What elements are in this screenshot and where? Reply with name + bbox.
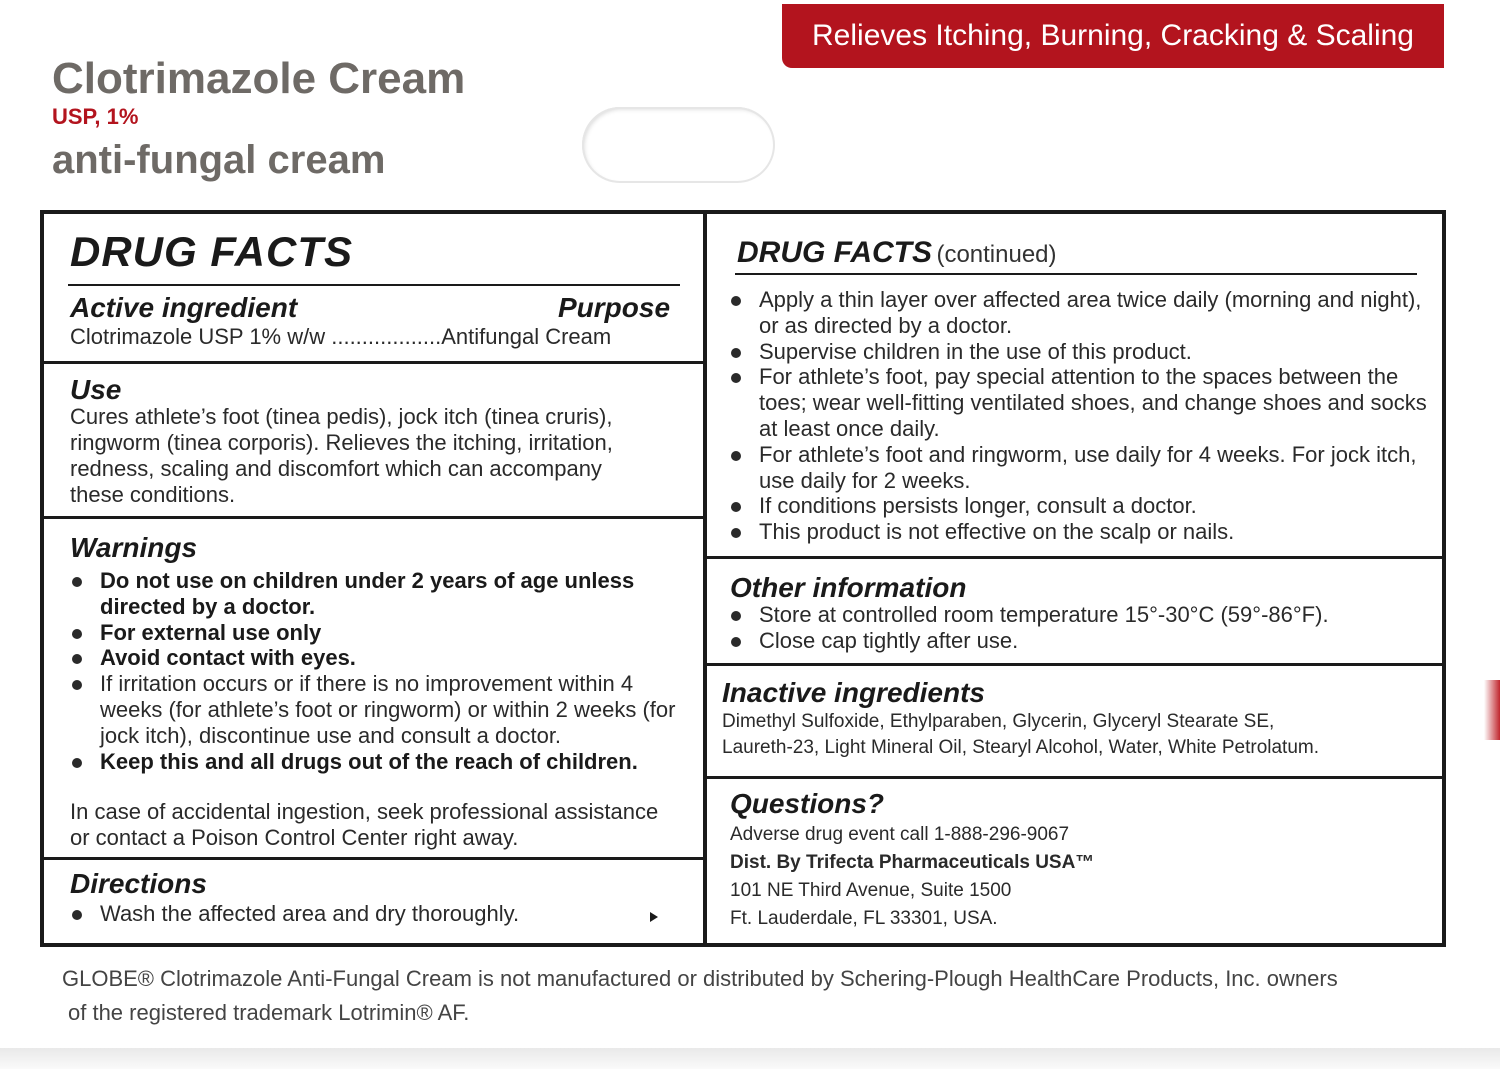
- active-ingredient-heading: Active ingredient: [70, 292, 298, 323]
- purpose-heading: Purpose: [558, 292, 671, 323]
- list-item: Store at controlled room temperature 15°-30°C (59°-86°F).: [729, 602, 1429, 628]
- bullet-icon: [731, 348, 741, 358]
- package-edge-shadow: [0, 1048, 1500, 1069]
- drug-facts-continued-title: DRUG FACTS (continued): [737, 236, 1057, 269]
- bullet-icon: [731, 502, 741, 512]
- bullet-icon: [731, 373, 741, 383]
- section-divider: [44, 516, 704, 519]
- title-rule: [68, 284, 680, 286]
- use-text-line: ringworm (tinea corporis). Relieves the itching, irritation,: [70, 430, 613, 455]
- bullet-icon: [72, 577, 82, 587]
- list-item: Apply a thin layer over affected area twice daily (morning and night), or as directed by a doctor.: [729, 287, 1429, 339]
- inactive-ingredients-line: Laureth-23, Light Mineral Oil, Stearyl Alcohol, Water, White Petrolatum.: [722, 737, 1320, 758]
- bullet-icon: [72, 680, 82, 690]
- warnings-list: [70, 568, 690, 774]
- product-subtitle: anti-fungal cream: [52, 138, 386, 182]
- directions-heading: Directions: [70, 868, 207, 899]
- column-divider: [703, 210, 707, 947]
- section-divider: [44, 361, 704, 364]
- bullet-icon: [72, 758, 82, 768]
- bullet-icon: [731, 296, 741, 306]
- benefit-banner: Relieves Itching, Burning, Cracking & Scaling: [782, 4, 1444, 68]
- other-information-list: [729, 602, 1429, 654]
- list-item: This product is not effective on the scalp or nails.: [729, 519, 1429, 545]
- other-information-heading: Other information: [730, 572, 967, 603]
- list-item: Keep this and all drugs out of the reach of children.: [70, 749, 690, 775]
- distributor-name: Dist. By Trifecta Pharmaceuticals USA™: [730, 852, 1095, 873]
- list-item: If conditions persists longer, consult a doctor.: [729, 493, 1429, 519]
- product-name: Clotrimazole Cream: [52, 54, 466, 103]
- bullet-icon: [72, 654, 82, 664]
- section-divider: [707, 663, 1442, 666]
- list-item: If irritation occurs or if there is no improvement within 4 weeks (for athlete’s foot or ringworm) or within 2 weeks (for jock itch), discontinue use and consult a doctor.: [70, 671, 690, 748]
- package-side-edge: [1484, 680, 1500, 740]
- list-item: Close cap tightly after use.: [729, 628, 1429, 654]
- list-item: Supervise children in the use of this product.: [729, 339, 1429, 365]
- list-item: For athlete’s foot and ringworm, use daily for 4 weeks. For jock itch, use daily for 2 weeks.: [729, 442, 1429, 494]
- use-heading: Use: [70, 374, 122, 405]
- trademark-disclaimer-line: GLOBE® Clotrimazole Anti-Fungal Cream is not manufactured or distributed by Schering-Plough HealthCare Products, Inc. owners: [62, 966, 1338, 991]
- bullet-icon: [72, 629, 82, 639]
- warnings-heading: Warnings: [70, 532, 198, 563]
- ingestion-text-line: In case of accidental ingestion, seek professional assistance: [70, 799, 659, 824]
- bullet-icon: [731, 451, 741, 461]
- directions-continued-list: [729, 287, 1429, 545]
- use-text-line: Cures athlete’s foot (tinea pedis), jock itch (tinea cruris),: [70, 404, 613, 429]
- section-divider: [707, 776, 1442, 779]
- trademark-disclaimer-line: of the registered trademark Lotrimin® AF.: [68, 1000, 470, 1025]
- drug-facts-title: DRUG FACTS: [70, 228, 353, 275]
- adverse-event-phone: Adverse drug event call 1-888-296-9067: [730, 824, 1070, 845]
- bullet-icon: [731, 528, 741, 538]
- distributor-address-line: 101 NE Third Avenue, Suite 1500: [730, 880, 1012, 901]
- bullet-icon: [731, 611, 741, 621]
- inactive-ingredients-line: Dimethyl Sulfoxide, Ethylparaben, Glycerin, Glyceryl Stearate SE,: [722, 711, 1275, 732]
- hang-tab-hole: [582, 107, 775, 183]
- section-divider: [707, 556, 1442, 559]
- distributor-address-line: Ft. Lauderdale, FL 33301, USA.: [730, 908, 998, 929]
- use-text-line: these conditions.: [70, 482, 236, 507]
- directions-list: [70, 901, 630, 927]
- bullet-icon: [72, 910, 82, 920]
- list-item: For external use only: [70, 620, 690, 646]
- ingestion-text-line: or contact a Poison Control Center right away.: [70, 825, 519, 850]
- list-item: Wash the affected area and dry thoroughly.: [70, 901, 630, 927]
- section-divider: [44, 857, 704, 860]
- list-item: Avoid contact with eyes.: [70, 645, 690, 671]
- questions-heading: Questions?: [730, 788, 885, 819]
- product-strength: USP, 1%: [52, 104, 139, 129]
- bullet-icon: [731, 637, 741, 647]
- title-rule: [735, 273, 1417, 275]
- list-item: For athlete’s foot, pay special attention to the spaces between the toes; wear well-fitting ventilated shoes, and change shoes and socks at least once daily.: [729, 364, 1429, 441]
- list-item: Do not use on children under 2 years of age unless directed by a doctor.: [70, 568, 690, 620]
- inactive-ingredients-heading: Inactive ingredients: [722, 677, 985, 708]
- active-ingredient-line: Clotrimazole USP 1% w/w ..................Antifungal Cream: [70, 324, 612, 349]
- use-text-line: redness, scaling and discomfort which can accompany: [70, 456, 602, 481]
- continued-arrow-icon: [650, 912, 658, 922]
